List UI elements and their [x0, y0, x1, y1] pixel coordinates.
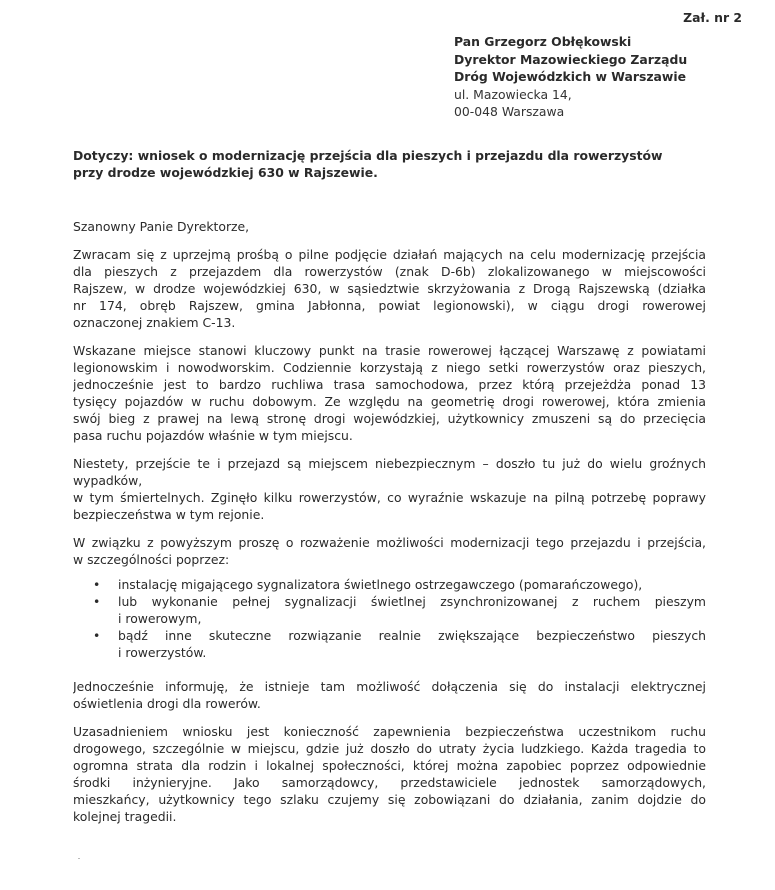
paragraph-line: drogowego, szczególnie w miejscu, gdzie już doszło do utraty życia ludzkiego. Każda tragedia to [73, 741, 706, 756]
list-item [73, 593, 706, 627]
paragraph-proposal [73, 534, 706, 568]
list-item-line: bądź inne skuteczne rozwiązanie realnie zwiększające bezpieczeństwo pieszych [118, 628, 706, 643]
paragraph-line: kolejnej tragedii. [73, 809, 177, 824]
paragraph-request [73, 246, 706, 331]
list-item [73, 576, 706, 593]
paragraph-line: Rajszew, w drodze wojewódzkiej 630, w sąsiedztwie skrzyżowania z Drogą Rajszewską (działka [73, 281, 706, 296]
greeting: Szanowny Panie Dyrektorze, [73, 219, 250, 234]
attachment-label: Zał. nr 2 [683, 10, 742, 25]
subject-line1: Dotyczy: wniosek o modernizację przejścia dla pieszych i przejazdu dla rowerzystów [73, 148, 663, 163]
paragraph-line: nr 174, obręb Rajszew, gmina Jabłonna, powiat legionowski), w ciągu drogi rowerowej [73, 298, 706, 313]
list-item-line: i rowerowym, [118, 611, 202, 626]
addressee-block [454, 33, 754, 121]
bullet-icon: • [93, 594, 101, 609]
paragraph-line: w szczególności poprzez: [73, 552, 230, 567]
paragraph-line: w tym śmiertelnych. Zginęło kilku rowerzystów, co wyraźnie wskazuje na pilną potrzebę poprawy [73, 490, 706, 505]
paragraph-line: Uzasadnieniem wniosku jest konieczność zapewnienia bezpieczeństwa uczestnikom ruchu [73, 724, 706, 739]
paragraph-line: wypadków, [73, 473, 143, 488]
paragraph-line: legionowskim i nowodworskim. Codziennie korzystają z niego setki rowerzystów oraz pieszych, [73, 360, 706, 375]
paragraph-line: oznaczonej znakiem C-13. [73, 315, 236, 330]
addressee-title-line1: Dyrektor Mazowieckiego Zarządu [454, 51, 688, 67]
paragraph-line: swój bieg z prawej na lewą stronę drogi wojewódzkiej, użytkownicy zmuszeni są do przecięcia [73, 411, 706, 426]
list-item-line: lub wykonanie pełnej sygnalizacji świetlnej zsynchronizowanej z ruchem pieszym [118, 594, 706, 609]
paragraph-line: mieszkańcy, użytkownicy tego szlaku czujemy się zobowiązani do działania, zanim dojdzie do [73, 792, 706, 807]
paragraph-line: środki inżynieryjne. Jako samorządowcy, przedstawiciele jednostek samorządowych, [73, 775, 706, 790]
paragraph-line: tysięcy pojazdów w ruchu dobowym. Ze względu na geometrię drogi rowerowej, która zmienia [73, 394, 706, 409]
addressee-title-line2: Dróg Wojewódzkich w Warszawie [454, 69, 686, 84]
paragraph-line: jednocześnie jest to bardzo ruchliwa trasa samochodowa, przez którą przejeżdża ponad 13 [73, 377, 706, 392]
letter-body [73, 218, 706, 825]
list-item [73, 627, 706, 661]
bullet-icon: • [93, 628, 101, 643]
subject-line2: przy drodze wojewódzkiej 630 w Rajszewie. [73, 165, 378, 180]
paragraph-danger [73, 455, 706, 523]
list-item-line: i rowerzystów. [118, 645, 207, 660]
list-item-line: instalację migającego sygnalizatora świetlnego ostrzegawczego (pomarańczowego), [118, 577, 643, 592]
paragraph-line: Wskazane miejsce stanowi kluczowy punkt na trasie rowerowej łączącej Warszawę z powiatami [73, 343, 706, 358]
paragraph-line: Jednocześnie informuję, że istnieje tam możliwość dołączenia się do instalacji elektrycznej [73, 679, 706, 694]
paragraph-line: oświetlenia drogi dla rowerów. [73, 696, 261, 711]
letter-subject [73, 147, 713, 181]
paragraph-location [73, 342, 706, 444]
addressee-street: ul. Mazowiecka 14, [454, 86, 572, 102]
page-speck [78, 858, 80, 859]
bullet-icon: • [93, 577, 101, 592]
addressee-name: Pan Grzegorz Obłękowski [454, 34, 632, 49]
paragraph-line: Niestety, przejście te i przejazd są miejscem niebezpiecznym – doszło tu już do wielu groźnych [73, 456, 706, 471]
paragraph-line: dla pieszych z przejazdem dla rowerzystów (znak D-6b) zlokalizowanego w miejscowości [73, 264, 706, 279]
paragraph-line: ogromna strata dla rodzin i lokalnej społeczności, której można zapobiec poprzez odpowiednie [73, 758, 706, 773]
paragraph-line: bezpieczeństwa w tym rejonie. [73, 507, 265, 522]
addressee-city: 00-048 Warszawa [454, 104, 565, 119]
paragraph-justification [73, 723, 706, 825]
paragraph-line: W związku z powyższym proszę o rozważenie możliwości modernizacji tego przejazdu i przejścia, [73, 535, 706, 550]
proposal-list [73, 576, 706, 661]
paragraph-line: pasa ruchu pojazdów właśnie w tym miejscu. [73, 428, 353, 443]
paragraph-line: Zwracam się z uprzejmą prośbą o pilne podjęcie działań mających na celu modernizację przejścia [73, 247, 706, 262]
paragraph-lighting [73, 678, 706, 712]
